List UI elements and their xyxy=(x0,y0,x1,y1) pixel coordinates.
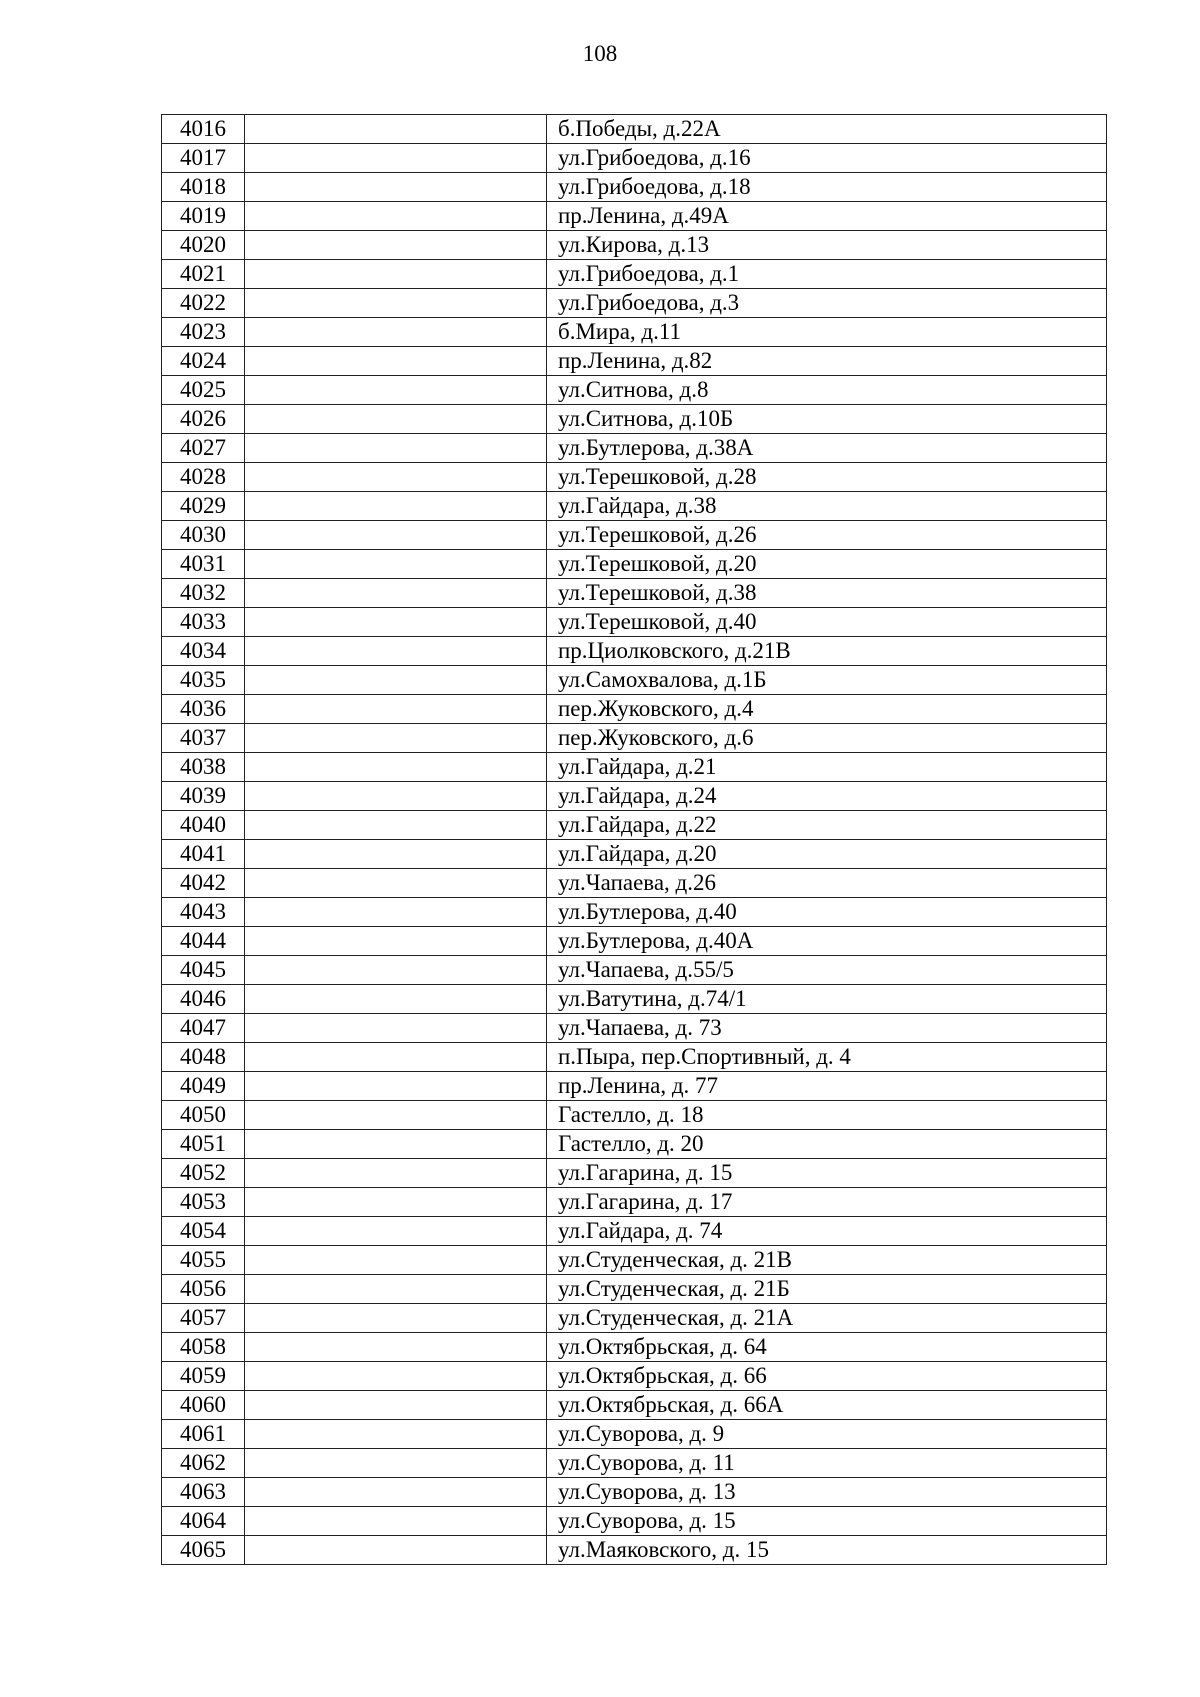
row-empty-cell xyxy=(245,869,547,898)
row-empty-cell xyxy=(245,202,547,231)
row-empty-cell xyxy=(245,260,547,289)
table-row xyxy=(162,1333,1107,1362)
row-empty-cell xyxy=(245,1304,547,1333)
row-empty-cell xyxy=(245,956,547,985)
row-address-cell: ул.Октябрьская, д. 66 xyxy=(547,1362,1107,1391)
row-address-cell: ул.Студенческая, д. 21Б xyxy=(547,1275,1107,1304)
table-row xyxy=(162,1159,1107,1188)
row-address-cell: ул.Суворова, д. 11 xyxy=(547,1449,1107,1478)
row-address-cell: ул.Чапаева, д.55/5 xyxy=(547,956,1107,985)
row-number-cell: 4056 xyxy=(162,1275,245,1304)
row-number-cell: 4060 xyxy=(162,1391,245,1420)
row-address-cell: б.Победы, д.22А xyxy=(547,115,1107,144)
row-empty-cell xyxy=(245,898,547,927)
table-row xyxy=(162,1101,1107,1130)
table-row xyxy=(162,550,1107,579)
table-row xyxy=(162,666,1107,695)
row-number-cell: 4039 xyxy=(162,782,245,811)
table-row xyxy=(162,492,1107,521)
row-number-cell: 4059 xyxy=(162,1362,245,1391)
row-empty-cell xyxy=(245,318,547,347)
row-empty-cell xyxy=(245,1043,547,1072)
row-empty-cell xyxy=(245,1420,547,1449)
table-row xyxy=(162,1478,1107,1507)
row-address-cell: ул.Терешковой, д.40 xyxy=(547,608,1107,637)
row-address-cell: пр.Ленина, д. 77 xyxy=(547,1072,1107,1101)
row-address-cell: Гастелло, д. 18 xyxy=(547,1101,1107,1130)
page-number: 108 xyxy=(582,41,618,66)
row-empty-cell xyxy=(245,666,547,695)
row-number-cell: 4016 xyxy=(162,115,245,144)
row-address-cell: ул.Студенческая, д. 21В xyxy=(547,1246,1107,1275)
table-row xyxy=(162,695,1107,724)
row-empty-cell xyxy=(245,1362,547,1391)
row-number-cell: 4040 xyxy=(162,811,245,840)
table-row xyxy=(162,1536,1107,1565)
row-address-cell: ул.Ситнова, д.10Б xyxy=(547,405,1107,434)
row-number-cell: 4065 xyxy=(162,1536,245,1565)
table-row xyxy=(162,173,1107,202)
row-number-cell: 4021 xyxy=(162,260,245,289)
row-number-cell: 4053 xyxy=(162,1188,245,1217)
row-empty-cell xyxy=(245,1507,547,1536)
row-number-cell: 4035 xyxy=(162,666,245,695)
row-number-cell: 4044 xyxy=(162,927,245,956)
row-empty-cell xyxy=(245,782,547,811)
row-number-cell: 4050 xyxy=(162,1101,245,1130)
row-number-cell: 4036 xyxy=(162,695,245,724)
row-number-cell: 4023 xyxy=(162,318,245,347)
table-row xyxy=(162,115,1107,144)
row-address-cell: пр.Ленина, д.82 xyxy=(547,347,1107,376)
table-row xyxy=(162,956,1107,985)
table-row xyxy=(162,724,1107,753)
row-number-cell: 4042 xyxy=(162,869,245,898)
row-empty-cell xyxy=(245,1101,547,1130)
row-empty-cell xyxy=(245,608,547,637)
row-number-cell: 4032 xyxy=(162,579,245,608)
row-number-cell: 4025 xyxy=(162,376,245,405)
row-number-cell: 4038 xyxy=(162,753,245,782)
table-row xyxy=(162,434,1107,463)
row-address-cell: ул.Гайдара, д. 74 xyxy=(547,1217,1107,1246)
row-empty-cell xyxy=(245,550,547,579)
row-empty-cell xyxy=(245,1072,547,1101)
row-empty-cell xyxy=(245,1246,547,1275)
row-empty-cell xyxy=(245,1159,547,1188)
row-address-cell: б.Мира, д.11 xyxy=(547,318,1107,347)
row-empty-cell xyxy=(245,492,547,521)
row-empty-cell xyxy=(245,753,547,782)
table-row xyxy=(162,608,1107,637)
row-empty-cell xyxy=(245,637,547,666)
row-address-cell: ул.Гайдара, д.20 xyxy=(547,840,1107,869)
row-empty-cell xyxy=(245,724,547,753)
row-number-cell: 4027 xyxy=(162,434,245,463)
row-empty-cell xyxy=(245,289,547,318)
table-row xyxy=(162,1217,1107,1246)
row-number-cell: 4064 xyxy=(162,1507,245,1536)
table-row xyxy=(162,1130,1107,1159)
table-row xyxy=(162,753,1107,782)
row-address-cell: ул.Гайдара, д.22 xyxy=(547,811,1107,840)
row-address-cell: ул.Терешковой, д.28 xyxy=(547,463,1107,492)
row-address-cell: ул.Суворова, д. 9 xyxy=(547,1420,1107,1449)
row-number-cell: 4033 xyxy=(162,608,245,637)
row-empty-cell xyxy=(245,1275,547,1304)
row-address-cell: ул.Студенческая, д. 21А xyxy=(547,1304,1107,1333)
row-number-cell: 4043 xyxy=(162,898,245,927)
row-number-cell: 4046 xyxy=(162,985,245,1014)
row-number-cell: 4052 xyxy=(162,1159,245,1188)
row-number-cell: 4022 xyxy=(162,289,245,318)
table-row xyxy=(162,463,1107,492)
row-number-cell: 4019 xyxy=(162,202,245,231)
table-row xyxy=(162,289,1107,318)
row-empty-cell xyxy=(245,521,547,550)
table-row xyxy=(162,1246,1107,1275)
table-row xyxy=(162,260,1107,289)
row-number-cell: 4028 xyxy=(162,463,245,492)
row-number-cell: 4051 xyxy=(162,1130,245,1159)
table-row xyxy=(162,1043,1107,1072)
row-address-cell: ул.Кирова, д.13 xyxy=(547,231,1107,260)
row-number-cell: 4061 xyxy=(162,1420,245,1449)
row-empty-cell xyxy=(245,811,547,840)
row-empty-cell xyxy=(245,231,547,260)
table-row xyxy=(162,869,1107,898)
row-empty-cell xyxy=(245,1449,547,1478)
row-empty-cell xyxy=(245,1130,547,1159)
row-number-cell: 4020 xyxy=(162,231,245,260)
row-empty-cell xyxy=(245,840,547,869)
table-row xyxy=(162,1188,1107,1217)
table-row xyxy=(162,1449,1107,1478)
table-row xyxy=(162,985,1107,1014)
row-empty-cell xyxy=(245,144,547,173)
table-row xyxy=(162,376,1107,405)
row-empty-cell xyxy=(245,1217,547,1246)
row-empty-cell xyxy=(245,695,547,724)
row-address-cell: ул.Грибоедова, д.1 xyxy=(547,260,1107,289)
row-empty-cell xyxy=(245,1333,547,1362)
row-empty-cell xyxy=(245,1391,547,1420)
row-number-cell: 4031 xyxy=(162,550,245,579)
row-number-cell: 4063 xyxy=(162,1478,245,1507)
row-address-cell: ул.Гайдара, д.38 xyxy=(547,492,1107,521)
table-row xyxy=(162,318,1107,347)
row-address-cell: ул.Терешковой, д.26 xyxy=(547,521,1107,550)
table-row xyxy=(162,1507,1107,1536)
table-row xyxy=(162,1420,1107,1449)
row-empty-cell xyxy=(245,1536,547,1565)
row-address-cell: ул.Маяковского, д. 15 xyxy=(547,1536,1107,1565)
row-number-cell: 4049 xyxy=(162,1072,245,1101)
row-address-cell: ул.Терешковой, д.20 xyxy=(547,550,1107,579)
row-number-cell: 4029 xyxy=(162,492,245,521)
row-number-cell: 4030 xyxy=(162,521,245,550)
row-number-cell: 4024 xyxy=(162,347,245,376)
row-empty-cell xyxy=(245,405,547,434)
row-address-cell: пр.Ленина, д.49А xyxy=(547,202,1107,231)
row-address-cell: ул.Бутлерова, д.38А xyxy=(547,434,1107,463)
table-row xyxy=(162,1275,1107,1304)
row-address-cell: ул.Грибоедова, д.3 xyxy=(547,289,1107,318)
row-address-cell: ул.Чапаева, д.26 xyxy=(547,869,1107,898)
table-row xyxy=(162,202,1107,231)
table-row xyxy=(162,811,1107,840)
row-address-cell: пер.Жуковского, д.6 xyxy=(547,724,1107,753)
row-number-cell: 4026 xyxy=(162,405,245,434)
row-address-cell: ул.Гагарина, д. 17 xyxy=(547,1188,1107,1217)
row-empty-cell xyxy=(245,173,547,202)
row-number-cell: 4037 xyxy=(162,724,245,753)
row-empty-cell xyxy=(245,1478,547,1507)
table-row xyxy=(162,637,1107,666)
row-number-cell: 4055 xyxy=(162,1246,245,1275)
row-number-cell: 4018 xyxy=(162,173,245,202)
table-row xyxy=(162,840,1107,869)
address-table xyxy=(161,114,1107,1565)
row-number-cell: 4047 xyxy=(162,1014,245,1043)
row-address-cell: ул.Октябрьская, д. 64 xyxy=(547,1333,1107,1362)
row-number-cell: 4034 xyxy=(162,637,245,666)
address-table-body xyxy=(162,115,1107,1565)
table-row xyxy=(162,231,1107,260)
row-address-cell: ул.Суворова, д. 15 xyxy=(547,1507,1107,1536)
table-row xyxy=(162,898,1107,927)
row-empty-cell xyxy=(245,579,547,608)
row-address-cell: ул.Ситнова, д.8 xyxy=(547,376,1107,405)
row-address-cell: ул.Гайдара, д.21 xyxy=(547,753,1107,782)
row-number-cell: 4048 xyxy=(162,1043,245,1072)
row-empty-cell xyxy=(245,927,547,956)
table-row xyxy=(162,579,1107,608)
row-number-cell: 4045 xyxy=(162,956,245,985)
row-address-cell: ул.Бутлерова, д.40 xyxy=(547,898,1107,927)
row-empty-cell xyxy=(245,347,547,376)
table-row xyxy=(162,1391,1107,1420)
row-empty-cell xyxy=(245,376,547,405)
row-address-cell: ул.Бутлерова, д.40А xyxy=(547,927,1107,956)
row-number-cell: 4054 xyxy=(162,1217,245,1246)
table-row xyxy=(162,782,1107,811)
table-row xyxy=(162,1072,1107,1101)
row-empty-cell xyxy=(245,985,547,1014)
row-empty-cell xyxy=(245,1188,547,1217)
row-number-cell: 4058 xyxy=(162,1333,245,1362)
row-address-cell: Гастелло, д. 20 xyxy=(547,1130,1107,1159)
table-row xyxy=(162,1304,1107,1333)
row-address-cell: ул.Самохвалова, д.1Б xyxy=(547,666,1107,695)
row-number-cell: 4062 xyxy=(162,1449,245,1478)
row-address-cell: пер.Жуковского, д.4 xyxy=(547,695,1107,724)
row-address-cell: ул.Грибоедова, д.18 xyxy=(547,173,1107,202)
row-empty-cell xyxy=(245,434,547,463)
row-empty-cell xyxy=(245,115,547,144)
row-address-cell: ул.Терешковой, д.38 xyxy=(547,579,1107,608)
row-address-cell: ул.Суворова, д. 13 xyxy=(547,1478,1107,1507)
table-row xyxy=(162,927,1107,956)
row-address-cell: ул.Октябрьская, д. 66А xyxy=(547,1391,1107,1420)
table-row xyxy=(162,1362,1107,1391)
table-row xyxy=(162,405,1107,434)
row-address-cell: ул.Гагарина, д. 15 xyxy=(547,1159,1107,1188)
row-address-cell: ул.Ватутина, д.74/1 xyxy=(547,985,1107,1014)
table-row xyxy=(162,144,1107,173)
row-number-cell: 4057 xyxy=(162,1304,245,1333)
row-empty-cell xyxy=(245,463,547,492)
table-row xyxy=(162,347,1107,376)
row-address-cell: ул.Чапаева, д. 73 xyxy=(547,1014,1107,1043)
row-address-cell: п.Пыра, пер.Спортивный, д. 4 xyxy=(547,1043,1107,1072)
table-row xyxy=(162,521,1107,550)
row-number-cell: 4017 xyxy=(162,144,245,173)
row-empty-cell xyxy=(245,1014,547,1043)
row-address-cell: пр.Циолковского, д.21В xyxy=(547,637,1107,666)
row-number-cell: 4041 xyxy=(162,840,245,869)
row-address-cell: ул.Грибоедова, д.16 xyxy=(547,144,1107,173)
row-address-cell: ул.Гайдара, д.24 xyxy=(547,782,1107,811)
table-row xyxy=(162,1014,1107,1043)
